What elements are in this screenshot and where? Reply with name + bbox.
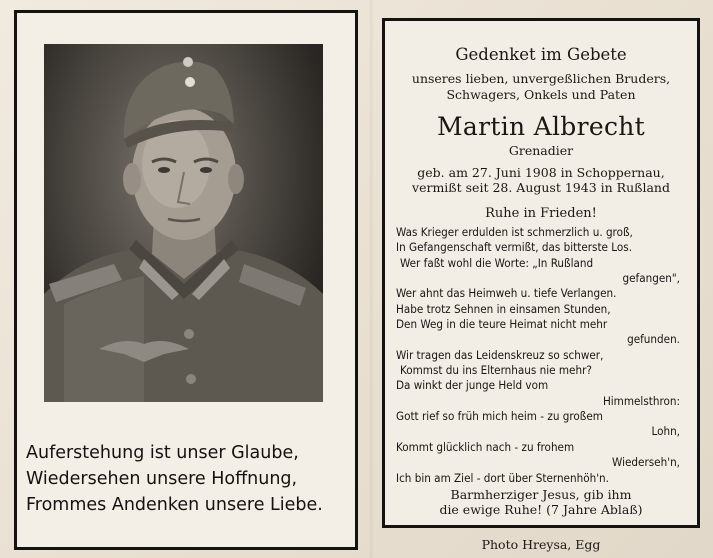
poem-line: Lohn,: [651, 424, 680, 439]
memorial-poem: [396, 225, 686, 486]
deceased-rank: Grenadier: [508, 143, 574, 158]
prayer-line-1: Barmherziger Jesus, gib ihm: [450, 487, 632, 502]
poem-line: gefunden.: [627, 332, 680, 347]
poem-line: Kommst du ins Elternhaus nie mehr?: [400, 363, 592, 378]
memorial-subheading-2: Schwagers, Onkels und Paten: [446, 87, 636, 102]
poem-line: In Gefangenschaft vermißt, das bitterste Los.: [396, 240, 633, 255]
poem-line: Kommt glücklich nach - zu frohem: [396, 439, 575, 454]
poem-line: Ich bin am Ziel - dort über Sternenhöh'n.: [396, 470, 609, 485]
birth-date-line: geb. am 27. Juni 1908 in Schoppernau,: [417, 165, 665, 180]
poem-line: Habe trotz Sehnen in einsamen Stunden,: [396, 301, 611, 316]
poem-line: Wir tragen das Leidenskreuz so schwer,: [396, 347, 604, 362]
left-verse-line-2: Wiedersehen unsere Hoffnung,: [26, 469, 298, 489]
memorial-heading: Gedenket im Gebete: [455, 45, 627, 64]
deceased-name: Martin Albrecht: [437, 112, 645, 141]
poem-line: Wer ahnt das Heimweh u. tiefe Verlangen.: [396, 286, 617, 301]
poem-line: Gott rief so früh mich heim - zu großem: [396, 409, 603, 424]
left-verse: [26, 440, 346, 518]
poem-line: Wer faßt wohl die Worte: „In Rußland: [400, 255, 594, 270]
poem-line: Was Krieger erdulden ist schmerzlich u. groß,: [396, 225, 633, 239]
left-verse-line-1: Auferstehung ist unser Glaube,: [26, 443, 299, 463]
poem-line: Wiederseh'n,: [612, 455, 680, 470]
poem-line: Himmelsthron:: [602, 393, 680, 408]
poem-line: Da winkt der junge Held vom: [396, 378, 549, 393]
poem-line: Den Weg in die teure Heimat nicht mehr: [396, 317, 608, 332]
poem-line: gefangen",: [622, 271, 680, 286]
rest-in-peace: Ruhe in Frieden!: [485, 206, 597, 221]
prayer-line-2: die ewige Ruhe! (7 Jahre Ablaß): [439, 502, 643, 517]
memorial-subheading-1: unseres lieben, unvergeßlichen Bruders,: [411, 71, 671, 86]
card-fold-shadow: [370, 0, 374, 558]
photo-credit: Photo Hreysa, Egg: [481, 537, 601, 552]
missing-date-line: vermißt seit 28. August 1943 in Rußland: [412, 180, 670, 195]
soldier-portrait-photo: [44, 44, 323, 402]
left-verse-line-3: Frommes Andenken unsere Liebe.: [26, 495, 323, 515]
